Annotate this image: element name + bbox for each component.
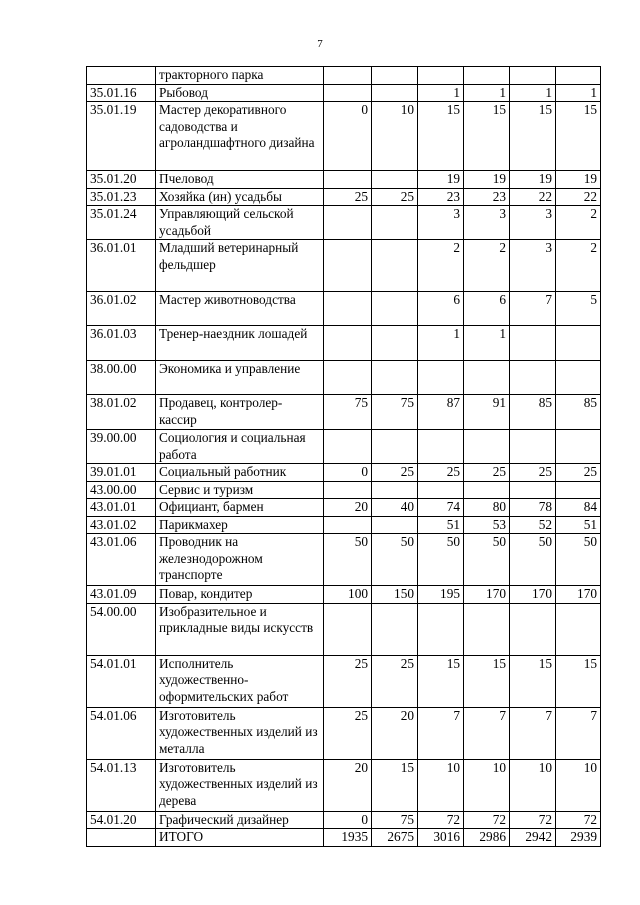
value-cell-col-4: 2986 — [464, 829, 510, 847]
value-cell-col-1 — [324, 240, 372, 292]
value-cell-col-1: 25 — [324, 655, 372, 707]
table-row — [87, 292, 601, 326]
value-cell-col-5 — [510, 430, 556, 464]
value-cell-col-6: 72 — [556, 811, 601, 829]
value-cell-col-5: 50 — [510, 534, 556, 586]
table-row — [87, 395, 601, 430]
specialty-name-cell: Мастер животноводства — [156, 292, 324, 326]
specialty-code-cell: 54.01.13 — [87, 759, 156, 811]
specialty-name-cell: Сервис и туризм — [156, 481, 324, 499]
value-cell-col-6: 2 — [556, 206, 601, 240]
value-cell-col-5: 3 — [510, 206, 556, 240]
value-cell-col-1: 0 — [324, 102, 372, 171]
value-cell-col-3: 2 — [418, 240, 464, 292]
value-cell-col-6 — [556, 361, 601, 395]
specialty-code-cell — [87, 829, 156, 847]
specialty-code-cell: 38.01.02 — [87, 395, 156, 430]
specialty-name-cell: Тренер-наездник лошадей — [156, 326, 324, 361]
specialty-name-cell: Социальный работник — [156, 464, 324, 482]
value-cell-col-5: 22 — [510, 188, 556, 206]
value-cell-col-1 — [324, 481, 372, 499]
specialty-name-cell: Социология и социальная работа — [156, 430, 324, 464]
specialty-code-cell: 54.01.01 — [87, 655, 156, 707]
value-cell-col-1: 75 — [324, 395, 372, 430]
value-cell-col-4: 2 — [464, 240, 510, 292]
value-cell-col-2 — [372, 516, 418, 534]
specialty-name-cell: Мастер декоративного садоводства и агроландшафтного дизайна — [156, 102, 324, 171]
table-row — [87, 171, 601, 189]
value-cell-col-4: 50 — [464, 534, 510, 586]
value-cell-col-1 — [324, 84, 372, 102]
value-cell-col-5: 7 — [510, 292, 556, 326]
value-cell-col-1: 25 — [324, 188, 372, 206]
value-cell-col-4: 19 — [464, 171, 510, 189]
specialty-name-cell: Изготовитель художественных изделий из металла — [156, 707, 324, 759]
value-cell-col-3 — [418, 603, 464, 655]
value-cell-col-5 — [510, 603, 556, 655]
value-cell-col-5: 19 — [510, 171, 556, 189]
value-cell-col-4 — [464, 481, 510, 499]
value-cell-col-6: 85 — [556, 395, 601, 430]
value-cell-col-3: 74 — [418, 499, 464, 517]
value-cell-col-2 — [372, 481, 418, 499]
value-cell-col-2: 15 — [372, 759, 418, 811]
specialty-code-cell: 35.01.24 — [87, 206, 156, 240]
value-cell-col-5: 72 — [510, 811, 556, 829]
value-cell-col-5: 3 — [510, 240, 556, 292]
value-cell-col-2: 150 — [372, 586, 418, 604]
value-cell-col-3 — [418, 430, 464, 464]
value-cell-col-6 — [556, 481, 601, 499]
table-row — [87, 326, 601, 361]
value-cell-col-4 — [464, 67, 510, 85]
table-row — [87, 586, 601, 604]
value-cell-col-2 — [372, 206, 418, 240]
specialty-code-cell: 39.01.01 — [87, 464, 156, 482]
value-cell-col-2: 40 — [372, 499, 418, 517]
specialty-name-cell: Младший ветеринарный фельдшер — [156, 240, 324, 292]
value-cell-col-2 — [372, 171, 418, 189]
table-row — [87, 464, 601, 482]
value-cell-col-5: 1 — [510, 84, 556, 102]
value-cell-col-4: 15 — [464, 655, 510, 707]
value-cell-col-6: 15 — [556, 655, 601, 707]
specialty-name-cell: Изобразительное и прикладные виды искусств — [156, 603, 324, 655]
value-cell-col-5 — [510, 326, 556, 361]
specialty-code-cell: 35.01.16 — [87, 84, 156, 102]
value-cell-col-3 — [418, 67, 464, 85]
specialty-name-cell: Управляющий сельской усадьбой — [156, 206, 324, 240]
specialty-code-cell: 43.01.01 — [87, 499, 156, 517]
value-cell-col-6 — [556, 326, 601, 361]
table-row — [87, 655, 601, 707]
value-cell-col-5: 10 — [510, 759, 556, 811]
value-cell-col-4: 6 — [464, 292, 510, 326]
specialty-name-cell: Графический дизайнер — [156, 811, 324, 829]
value-cell-col-4 — [464, 603, 510, 655]
value-cell-col-3: 87 — [418, 395, 464, 430]
value-cell-col-6: 2 — [556, 240, 601, 292]
specialty-code-cell: 54.01.20 — [87, 811, 156, 829]
value-cell-col-3: 72 — [418, 811, 464, 829]
value-cell-col-4: 25 — [464, 464, 510, 482]
value-cell-col-5: 2942 — [510, 829, 556, 847]
specialty-name-cell: Экономика и управление — [156, 361, 324, 395]
value-cell-col-1: 25 — [324, 707, 372, 759]
specialty-code-cell: 35.01.19 — [87, 102, 156, 171]
value-cell-col-1: 20 — [324, 759, 372, 811]
value-cell-col-2: 25 — [372, 655, 418, 707]
specialty-name-cell: Рыбовод — [156, 84, 324, 102]
value-cell-col-1 — [324, 292, 372, 326]
value-cell-col-3: 1 — [418, 326, 464, 361]
specialty-code-cell: 36.01.02 — [87, 292, 156, 326]
value-cell-col-2 — [372, 67, 418, 85]
value-cell-col-3: 1 — [418, 84, 464, 102]
value-cell-col-3: 50 — [418, 534, 464, 586]
specialty-code-cell — [87, 67, 156, 85]
table-row — [87, 67, 601, 85]
value-cell-col-1 — [324, 516, 372, 534]
value-cell-col-6: 170 — [556, 586, 601, 604]
value-cell-col-2 — [372, 240, 418, 292]
value-cell-col-5: 15 — [510, 102, 556, 171]
value-cell-col-1 — [324, 603, 372, 655]
value-cell-col-4: 53 — [464, 516, 510, 534]
specialty-name-cell: Повар, кондитер — [156, 586, 324, 604]
value-cell-col-3: 6 — [418, 292, 464, 326]
value-cell-col-4 — [464, 430, 510, 464]
value-cell-col-5: 85 — [510, 395, 556, 430]
table-row — [87, 102, 601, 171]
specialty-name-cell: Парикмахер — [156, 516, 324, 534]
value-cell-col-6: 19 — [556, 171, 601, 189]
specialty-code-cell: 54.00.00 — [87, 603, 156, 655]
table-row — [87, 499, 601, 517]
value-cell-col-3: 3 — [418, 206, 464, 240]
value-cell-col-3: 25 — [418, 464, 464, 482]
specialty-code-cell: 35.01.20 — [87, 171, 156, 189]
value-cell-col-2: 75 — [372, 395, 418, 430]
table-row — [87, 534, 601, 586]
specialty-name-cell: тракторного парка — [156, 67, 324, 85]
value-cell-col-3: 51 — [418, 516, 464, 534]
specialty-code-cell: 43.01.02 — [87, 516, 156, 534]
table-row — [87, 188, 601, 206]
value-cell-col-2: 2675 — [372, 829, 418, 847]
value-cell-col-6: 51 — [556, 516, 601, 534]
specialty-code-cell: 43.01.06 — [87, 534, 156, 586]
value-cell-col-2: 25 — [372, 464, 418, 482]
value-cell-col-4: 170 — [464, 586, 510, 604]
value-cell-col-3: 3016 — [418, 829, 464, 847]
table-row — [87, 811, 601, 829]
table-row — [87, 430, 601, 464]
value-cell-col-4: 91 — [464, 395, 510, 430]
specialty-name-cell: Официант, бармен — [156, 499, 324, 517]
value-cell-col-3: 23 — [418, 188, 464, 206]
specialty-code-cell: 54.01.06 — [87, 707, 156, 759]
specialty-code-cell: 36.01.03 — [87, 326, 156, 361]
value-cell-col-2: 25 — [372, 188, 418, 206]
value-cell-col-4: 3 — [464, 206, 510, 240]
value-cell-col-2: 20 — [372, 707, 418, 759]
value-cell-col-4: 80 — [464, 499, 510, 517]
table-row — [87, 707, 601, 759]
value-cell-col-1: 50 — [324, 534, 372, 586]
value-cell-col-5: 15 — [510, 655, 556, 707]
value-cell-col-4: 15 — [464, 102, 510, 171]
table-body — [87, 67, 601, 847]
value-cell-col-2 — [372, 361, 418, 395]
value-cell-col-5 — [510, 361, 556, 395]
value-cell-col-2 — [372, 430, 418, 464]
specialties-table — [86, 66, 601, 847]
value-cell-col-6 — [556, 603, 601, 655]
value-cell-col-6: 2939 — [556, 829, 601, 847]
value-cell-col-4: 72 — [464, 811, 510, 829]
value-cell-col-2 — [372, 84, 418, 102]
value-cell-col-6: 25 — [556, 464, 601, 482]
value-cell-col-3: 15 — [418, 102, 464, 171]
table-row — [87, 516, 601, 534]
specialty-name-cell: Пчеловод — [156, 171, 324, 189]
value-cell-col-6: 84 — [556, 499, 601, 517]
value-cell-col-5 — [510, 67, 556, 85]
value-cell-col-1: 100 — [324, 586, 372, 604]
value-cell-col-4 — [464, 361, 510, 395]
value-cell-col-2 — [372, 603, 418, 655]
value-cell-col-2: 50 — [372, 534, 418, 586]
value-cell-col-5: 25 — [510, 464, 556, 482]
total-row — [87, 829, 601, 847]
value-cell-col-6: 1 — [556, 84, 601, 102]
specialty-name-cell: Изготовитель художественных изделий из дерева — [156, 759, 324, 811]
value-cell-col-3: 19 — [418, 171, 464, 189]
value-cell-col-2: 10 — [372, 102, 418, 171]
specialty-code-cell: 36.01.01 — [87, 240, 156, 292]
value-cell-col-6 — [556, 67, 601, 85]
table-row — [87, 759, 601, 811]
value-cell-col-1 — [324, 206, 372, 240]
value-cell-col-3 — [418, 481, 464, 499]
value-cell-col-6: 15 — [556, 102, 601, 171]
value-cell-col-4: 7 — [464, 707, 510, 759]
specialty-name-cell: Хозяйка (ин) усадьбы — [156, 188, 324, 206]
value-cell-col-5: 170 — [510, 586, 556, 604]
value-cell-col-4: 23 — [464, 188, 510, 206]
table-row — [87, 361, 601, 395]
value-cell-col-3: 7 — [418, 707, 464, 759]
table-row — [87, 603, 601, 655]
value-cell-col-1 — [324, 430, 372, 464]
table-row — [87, 206, 601, 240]
table-row — [87, 84, 601, 102]
value-cell-col-2 — [372, 292, 418, 326]
value-cell-col-6: 22 — [556, 188, 601, 206]
table-row — [87, 240, 601, 292]
value-cell-col-6: 7 — [556, 707, 601, 759]
value-cell-col-4: 1 — [464, 84, 510, 102]
value-cell-col-3: 10 — [418, 759, 464, 811]
value-cell-col-3 — [418, 361, 464, 395]
value-cell-col-4: 10 — [464, 759, 510, 811]
value-cell-col-1 — [324, 67, 372, 85]
value-cell-col-1 — [324, 361, 372, 395]
specialty-code-cell: 43.00.00 — [87, 481, 156, 499]
value-cell-col-2: 75 — [372, 811, 418, 829]
value-cell-col-1: 0 — [324, 811, 372, 829]
value-cell-col-6 — [556, 430, 601, 464]
specialty-code-cell: 39.00.00 — [87, 430, 156, 464]
value-cell-col-1: 0 — [324, 464, 372, 482]
value-cell-col-6: 50 — [556, 534, 601, 586]
value-cell-col-5: 52 — [510, 516, 556, 534]
value-cell-col-2 — [372, 326, 418, 361]
specialty-name-cell: Проводник на железнодорожном транспорте — [156, 534, 324, 586]
specialty-name-cell: Исполнитель художественно-оформительских работ — [156, 655, 324, 707]
value-cell-col-5: 78 — [510, 499, 556, 517]
value-cell-col-6: 5 — [556, 292, 601, 326]
specialty-code-cell: 35.01.23 — [87, 188, 156, 206]
specialty-name-cell: ИТОГО — [156, 829, 324, 847]
value-cell-col-6: 10 — [556, 759, 601, 811]
specialty-name-cell: Продавец, контролер-кассир — [156, 395, 324, 430]
page-number: 7 — [317, 38, 323, 50]
specialty-code-cell: 38.00.00 — [87, 361, 156, 395]
value-cell-col-1: 20 — [324, 499, 372, 517]
value-cell-col-3: 15 — [418, 655, 464, 707]
value-cell-col-1: 1935 — [324, 829, 372, 847]
value-cell-col-1 — [324, 326, 372, 361]
value-cell-col-4: 1 — [464, 326, 510, 361]
value-cell-col-5: 7 — [510, 707, 556, 759]
table-row — [87, 481, 601, 499]
value-cell-col-1 — [324, 171, 372, 189]
specialty-code-cell: 43.01.09 — [87, 586, 156, 604]
value-cell-col-3: 195 — [418, 586, 464, 604]
value-cell-col-5 — [510, 481, 556, 499]
